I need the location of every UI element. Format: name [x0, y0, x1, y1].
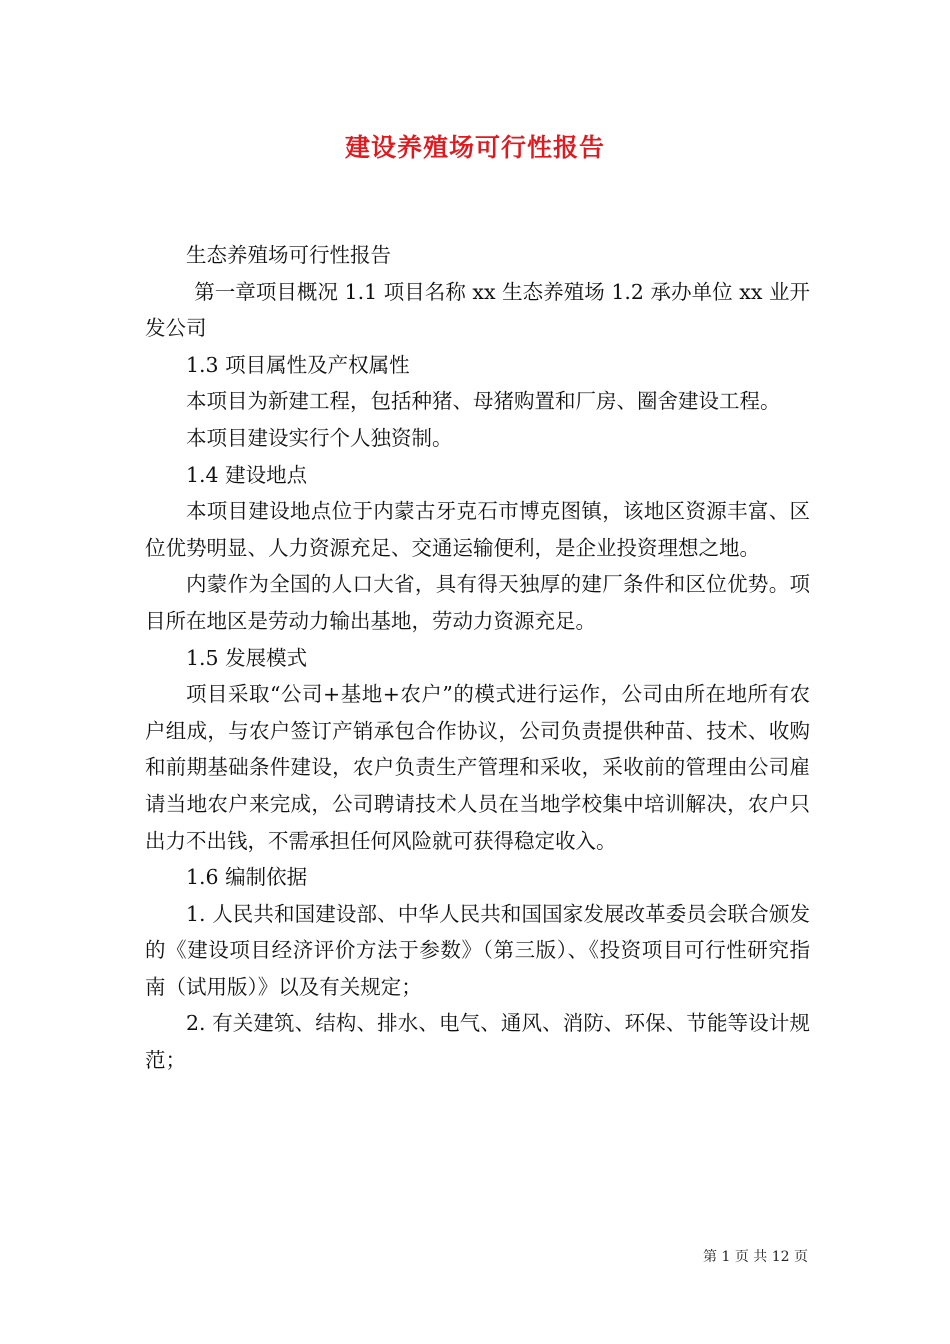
document-title: 建设养殖场可行性报告 [344, 133, 605, 162]
paragraph: 本项目建设地点位于内蒙古牙克石市博克图镇，该地区资源丰富、区位优势明显、人力资源充足、交通运输便利，是企业投资理想之地。 [145, 499, 810, 560]
paragraph: 1. 人民共和国建设部、中华人民共和国国家发展改革委员会联合颁发的《建设项目经济评价方法于参数》（第三版）、《投资项目可行性研究指南（试用版）》以及有关规定； [145, 901, 810, 999]
paragraph: 1.6 编制依据 [186, 865, 308, 890]
paragraph: 项目采取“公司+基地+农户”的模式进行运作，公司由所在地所有农户组成，与农户签订产销承包合作协议，公司负责提供种苗、技术、收购和前期基础条件建设，农户负责生产管理和采收，采收前的管理由公司雇请当地农户来完成，公司聘请技术人员在当地学校集中培训解决，农户只出力不出钱，不需承担任何风险就可获得稳定收入。 [145, 682, 810, 853]
paragraph: 内蒙作为全国的人口大省，具有得天独厚的建厂条件和区位优势。项目所在地区是劳动力输出基地，劳动力资源充足。 [145, 572, 810, 633]
paragraph: 本项目建设实行个人独资制。 [186, 425, 453, 450]
document-body [145, 237, 810, 1079]
page-number: 第 1 页 共 12 页 [703, 1249, 808, 1265]
paragraph: 1.4 建设地点 [186, 462, 308, 487]
paragraph: 生态养殖场可行性报告 [186, 243, 391, 267]
paragraph: 第一章项目概况 1.1 项目名称 xx 生态养殖场 1.2 承办单位 xx 业开发公司 [145, 279, 810, 341]
paragraph: 1.5 发展模式 [186, 645, 308, 670]
paragraph: 本项目为新建工程，包括种猪、母猪购置和厂房、圈舍建设工程。 [186, 389, 781, 414]
paragraph: 1.3 项目属性及产权属性 [186, 352, 410, 377]
paragraph: 2. 有关建筑、结构、排水、电气、通风、消防、环保、节能等设计规范； [145, 1011, 810, 1073]
